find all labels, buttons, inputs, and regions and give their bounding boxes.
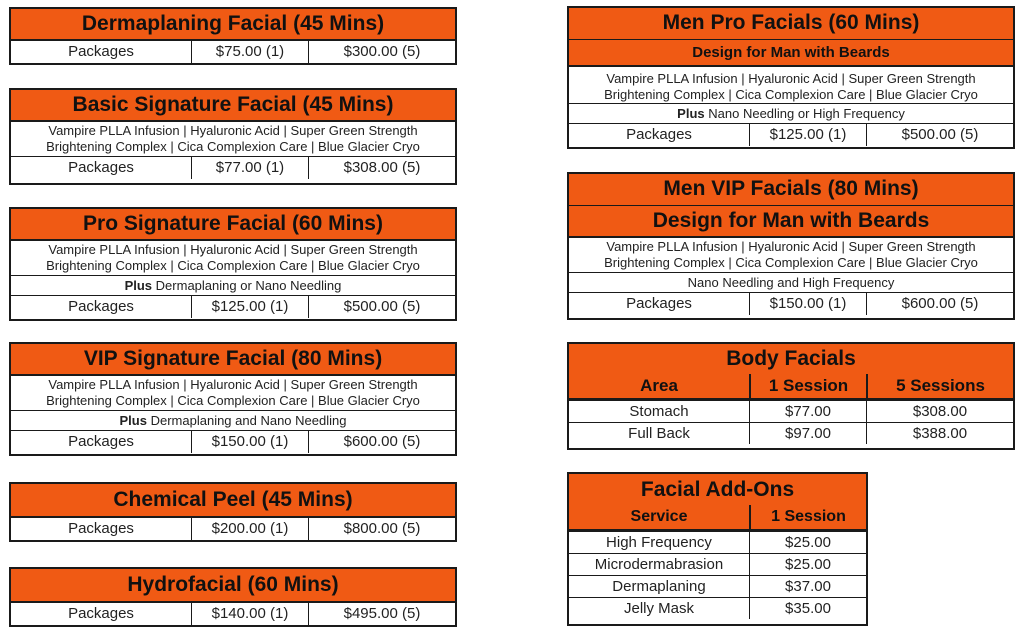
area-cell: Full Back [628,425,690,442]
add-on-line: Nano Needling and High Frequency [569,273,1013,293]
price-package: $800.00 (5) [308,518,455,540]
column-header-5-sessions: 5 Sessions [866,374,1013,398]
packages-row [11,603,455,625]
feature-line-1: Vampire PLLA Infusion | Hyaluronic Acid | Super Green Strength [606,239,976,254]
basic-signature-facial-title: Basic Signature Facial (45 Mins) [11,90,455,122]
feature-line-2: Brightening Complex | Cica Complexion Care | Blue Glacier Cryo [46,258,420,273]
add-ons-header-row [569,505,866,531]
packages-row [11,157,455,179]
basic-signature-facial-card [9,88,457,185]
chemical-peel-title: Chemical Peel (45 Mins) [11,484,455,518]
feature-line-1: Vampire PLLA Infusion | Hyaluronic Acid | Super Green Strength [606,71,976,86]
facial-add-ons-title: Facial Add-Ons [569,474,866,505]
feature-line-2: Brightening Complex | Cica Complexion Care | Blue Glacier Cryo [46,139,420,154]
plus-label: Plus [124,278,153,293]
feature-list [11,122,455,157]
price-package: $300.00 (5) [308,41,455,63]
dermaplaning-facial-title: Dermaplaning Facial (45 Mins) [11,9,455,41]
plus-text: Dermaplaning and Nano Needling [150,413,347,428]
feature-list [11,376,455,411]
packages-row [569,124,1013,146]
price-single: $125.00 (1) [749,124,866,146]
feature-list [569,67,1013,104]
price-single: $77.00 [749,401,866,422]
plus-label: Plus [677,106,705,121]
service-cell: Dermaplaning [612,578,706,595]
men-pro-facials-card [567,6,1015,149]
plus-option [569,104,1013,124]
service-cell: High Frequency [606,534,712,551]
plus-text: Dermaplaning or Nano Needling [155,278,342,293]
price-cell: $25.00 [749,532,866,553]
vip-signature-facial-title: VIP Signature Facial (80 Mins) [11,344,455,376]
price-package: $308.00 [866,401,1013,422]
hydrofacial-title: Hydrofacial (60 Mins) [11,569,455,603]
men-vip-facials-card [567,172,1015,320]
plus-option [11,411,455,431]
packages-row [569,293,1013,315]
men-vip-facials-title: Men VIP Facials (80 Mins) [569,174,1013,206]
plus-option [11,276,455,296]
packages-label: Packages [68,433,134,450]
service-cell: Jelly Mask [623,600,694,617]
men-pro-subtitle: Design for Man with Beards [569,40,1013,67]
feature-line-1: Vampire PLLA Infusion | Hyaluronic Acid | Super Green Strength [48,123,418,138]
column-header-area: Area [640,376,678,395]
service-cell: Microdermabrasion [594,556,724,573]
feature-list [569,238,1013,273]
packages-row [11,41,455,63]
chemical-peel-card [9,482,457,542]
packages-label: Packages [626,295,692,312]
table-row [569,531,866,553]
pro-signature-facial-card [9,207,457,321]
price-single: $75.00 (1) [191,41,308,63]
price-single: $77.00 (1) [191,157,308,179]
table-row [569,553,866,575]
men-pro-facials-title: Men Pro Facials (60 Mins) [569,8,1013,40]
price-package: $600.00 (5) [308,431,455,453]
price-package: $600.00 (5) [866,293,1013,315]
facial-add-ons-card [567,472,868,626]
column-header-1-session: 1 Session [749,374,866,398]
price-package: $500.00 (5) [866,124,1013,146]
price-package: $308.00 (5) [308,157,455,179]
table-row [569,597,866,619]
table-row [569,575,866,597]
packages-label: Packages [68,520,134,537]
area-cell: Stomach [629,403,689,420]
dermaplaning-facial-card [9,7,457,65]
price-package: $495.00 (5) [308,603,455,625]
price-cell: $37.00 [749,576,866,597]
feature-line-1: Vampire PLLA Infusion | Hyaluronic Acid | Super Green Strength [48,377,418,392]
price-single: $125.00 (1) [191,296,308,318]
column-header-1-session: 1 Session [749,505,866,529]
table-row [569,422,1013,444]
price-single: $150.00 (1) [749,293,866,315]
vip-signature-facial-card [9,342,457,456]
feature-line-2: Brightening Complex | Cica Complexion Care | Blue Glacier Cryo [604,87,978,102]
plus-label: Plus [119,413,147,428]
table-row [569,400,1013,422]
body-facials-card [567,342,1015,450]
body-facials-title: Body Facials [569,344,1013,374]
price-package: $500.00 (5) [308,296,455,318]
packages-label: Packages [626,126,692,143]
feature-line-2: Brightening Complex | Cica Complexion Care | Blue Glacier Cryo [604,255,978,270]
pro-signature-facial-title: Pro Signature Facial (60 Mins) [11,209,455,241]
price-single: $97.00 [749,423,866,444]
price-single: $150.00 (1) [191,431,308,453]
price-cell: $35.00 [749,598,866,619]
packages-row [11,296,455,318]
column-header-service: Service [630,508,688,525]
packages-row [11,518,455,540]
feature-line-1: Vampire PLLA Infusion | Hyaluronic Acid | Super Green Strength [48,242,418,257]
feature-line-2: Brightening Complex | Cica Complexion Care | Blue Glacier Cryo [46,393,420,408]
price-single: $140.00 (1) [191,603,308,625]
plus-text: Nano Needling or High Frequency [708,106,905,121]
packages-label: Packages [68,605,134,622]
men-vip-subtitle: Design for Man with Beards [569,206,1013,238]
price-cell: $25.00 [749,554,866,575]
packages-row [11,431,455,453]
packages-label: Packages [68,43,134,60]
price-package: $388.00 [866,423,1013,444]
hydrofacial-card [9,567,457,627]
packages-label: Packages [68,159,134,176]
price-single: $200.00 (1) [191,518,308,540]
body-facials-header-row [569,374,1013,400]
feature-list [11,241,455,276]
packages-label: Packages [68,298,134,315]
